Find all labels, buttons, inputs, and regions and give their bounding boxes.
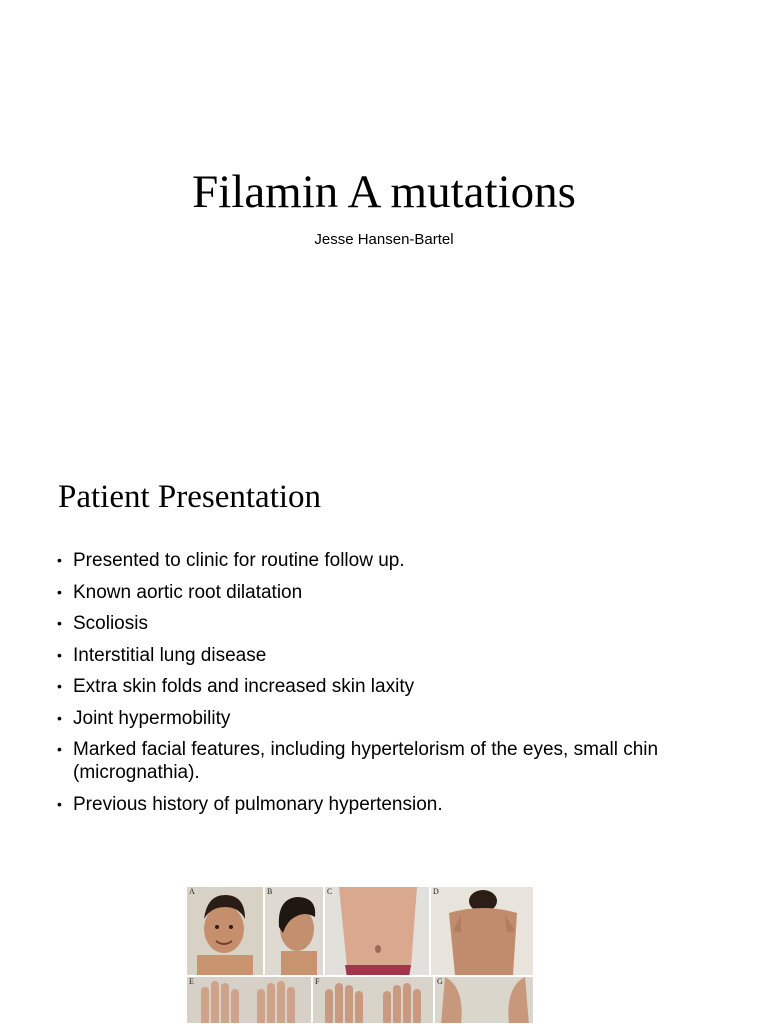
panel-label-e: E: [189, 977, 194, 986]
bullet-item: [55, 612, 715, 635]
photo-panel-b: [264, 886, 324, 976]
legs-photo: [435, 977, 534, 1024]
bullet-dot-icon: •: [57, 709, 62, 726]
bullet-item: [55, 675, 715, 698]
bullet-item: [55, 549, 715, 572]
bullet-item: [55, 738, 715, 784]
photo-panel-d: [430, 886, 534, 976]
bullet-item: [55, 644, 715, 667]
hands-photo: [187, 977, 312, 1024]
panel-label-g: G: [437, 977, 443, 986]
bullet-item: [55, 581, 715, 604]
photo-panel-c: [324, 886, 430, 976]
slide-title: Filamin A mutations: [192, 166, 576, 218]
panel-label-c: C: [327, 887, 333, 896]
photo-panel-f: [312, 976, 434, 1024]
panel-label-d: D: [433, 887, 439, 896]
slide-author: Jesse Hansen-Bartel: [314, 231, 454, 248]
photo-panel-a: [186, 886, 264, 976]
clinical-photo-figure: [186, 886, 534, 1024]
bullet-list: [55, 549, 715, 824]
bullet-text: Known aortic root dilatation: [73, 581, 303, 603]
photo-panel-g: [434, 976, 534, 1024]
hands-dorsal-photo: [313, 977, 434, 1024]
panel-label-f: F: [315, 977, 320, 986]
bullet-dot-icon: •: [57, 678, 62, 694]
bullet-text: Scoliosis: [73, 613, 148, 634]
section-heading: Patient Presentation: [58, 479, 322, 515]
torso-photo: [325, 887, 430, 976]
bullet-text: Presented to clinic for routine follow up.: [73, 550, 405, 571]
bullet-text: Joint hypermobility: [73, 707, 231, 729]
bullet-dot-icon: •: [57, 646, 62, 663]
panel-label-a: A: [189, 887, 195, 896]
bullet-dot-icon: •: [57, 795, 62, 812]
child-profile-photo: [265, 887, 324, 976]
bullet-dot-icon: •: [57, 615, 62, 631]
back-photo: [431, 887, 534, 976]
bullet-dot-icon: •: [57, 741, 62, 757]
bullet-dot-icon: •: [57, 583, 62, 600]
bullet-dot-icon: •: [57, 552, 62, 568]
bullet-item: [55, 707, 715, 730]
bullet-item: [55, 793, 715, 816]
panel-label-b: B: [267, 887, 273, 896]
photo-panel-e: [186, 976, 312, 1024]
child-face-photo: [187, 887, 264, 976]
bullet-text: Previous history of pulmonary hypertension.: [73, 793, 443, 815]
bullet-text: Marked facial features, including hypertelorism of the eyes, small chin (micrognathia).: [73, 739, 659, 783]
bullet-text: Extra skin folds and increased skin laxity: [73, 676, 415, 697]
bullet-text: Interstitial lung disease: [73, 644, 267, 666]
